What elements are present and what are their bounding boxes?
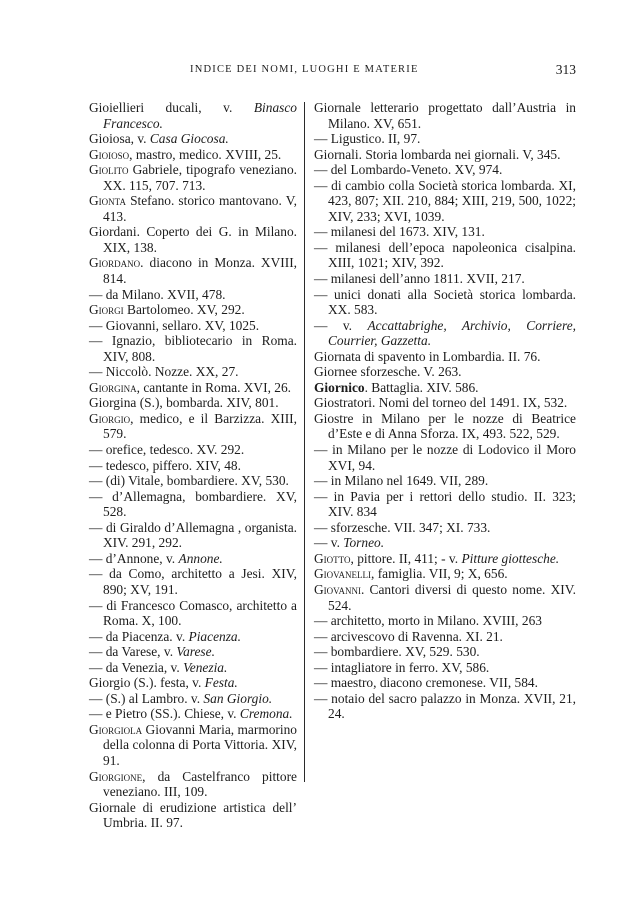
index-entry xyxy=(314,520,576,536)
index-entry xyxy=(314,100,576,131)
entry-text: — da Venezia, v. xyxy=(89,659,184,675)
index-entry xyxy=(89,800,297,831)
index-entry xyxy=(89,520,297,551)
entry-text: — v. xyxy=(314,535,344,551)
index-entry xyxy=(314,395,576,411)
index-entry xyxy=(314,566,576,582)
index-entry xyxy=(314,660,576,676)
entry-text: Giostratori. Nomi del torneo del 1491. IX, 532. xyxy=(314,395,568,411)
entry-text: — tedesco, piffero. XIV, 48. xyxy=(89,457,241,473)
entry-text: — in Milano nel 1649. VII, 289. xyxy=(314,473,489,489)
entry-sc: Giorgi xyxy=(89,302,124,318)
entry-text: — (S.) al Lambro. v. xyxy=(89,690,204,706)
entry-text: — in Pavia per i rettori dello studio. II. 323; XIV. 834 xyxy=(314,488,576,520)
index-entry xyxy=(89,411,297,442)
index-entry xyxy=(89,162,297,193)
entry-sc: Gioioso xyxy=(89,146,130,162)
index-entry xyxy=(314,473,576,489)
entry-italic: Venezia. xyxy=(183,659,228,675)
entry-text: — Ignazio, bibliotecario in Roma. XIV, 808. xyxy=(89,333,297,364)
entry-text: — di Giraldo d’Allemagna , organista. XIV. 291, 292. xyxy=(89,519,297,551)
index-entry xyxy=(89,566,297,597)
index-entry xyxy=(89,224,297,255)
entry-sc: Gionta xyxy=(89,193,126,209)
entry-text: — del Lombardo-Veneto. XV, 974. xyxy=(314,162,503,178)
index-entry xyxy=(314,349,576,365)
index-entry xyxy=(314,318,576,349)
entry-text: — architetto, morto in Milano. XVIII, 263 xyxy=(314,613,542,629)
entry-text: — arcivescovo di Ravenna. XI. 21. xyxy=(314,628,503,644)
entry-italic: Pitture giottesche. xyxy=(461,550,560,566)
entry-sc: Giorgio xyxy=(89,410,131,426)
entry-head: Gioiellieri ducali, v. xyxy=(89,100,254,115)
entry-sc: Giordano xyxy=(89,255,141,271)
entry-italic: Annone. xyxy=(178,550,223,566)
entry-text: Giornale di erudizione artistica dell’ Umbria. II. 97. xyxy=(89,799,297,831)
index-entry xyxy=(314,364,576,380)
entry-bold: Giornico xyxy=(314,379,365,395)
index-entry xyxy=(89,551,297,567)
entry-text: — milanesi del 1673. XIV, 131. xyxy=(314,224,485,240)
index-entry xyxy=(89,333,297,364)
entry-text: Giovanni Maria, marmorino della colonna di Porta Vittoria. XIV, 91. xyxy=(103,721,297,768)
index-entry xyxy=(89,691,297,707)
index-entry xyxy=(314,380,576,396)
index-entry xyxy=(89,458,297,474)
index-entry xyxy=(89,660,297,676)
entry-text: — d’Annone, v. xyxy=(89,550,179,566)
entry-text: — Niccolò. Nozze. XX, 27. xyxy=(89,364,239,380)
entry-italic: Varese. xyxy=(176,644,215,660)
entry-text: — in Milano per le nozze di Lodovico il Moro XVI, 94. xyxy=(314,442,576,473)
index-entry xyxy=(314,489,576,520)
entry-text: — maestro, diacono cremonese. VII, 584. xyxy=(314,675,538,691)
entry-text: — unici donati alla Società storica lombarda. XX. 583. xyxy=(314,286,576,318)
index-entry xyxy=(89,722,297,769)
entry-sc: Giotto xyxy=(314,550,351,566)
entry-text: , famiglia. VII, 9; X, 656. xyxy=(371,566,508,582)
index-entry xyxy=(89,302,297,318)
entry-text: — da Milano. XVII, 478. xyxy=(89,286,226,302)
entry-italic: Accattabrighe, Archivio, Corriere, Courrier, Gazzetta. xyxy=(328,317,577,349)
index-entry xyxy=(89,769,297,800)
index-entry xyxy=(314,240,576,271)
index-entry xyxy=(314,411,576,442)
index-entry xyxy=(314,613,576,629)
entry-italic: San Giorgio. xyxy=(203,690,273,706)
entry-italic: Binasco Francesco. xyxy=(103,100,297,131)
index-entry xyxy=(314,287,576,318)
entry-sc: Giorgiola xyxy=(89,721,143,737)
column-divider xyxy=(304,102,305,782)
header-title: INDICE DEI NOMI, LUOGHI E MATERIE xyxy=(190,64,419,75)
entry-sc: Giorgina xyxy=(89,379,137,395)
index-entry xyxy=(89,147,297,163)
entry-text: . Battaglia. XIV. 586. xyxy=(364,379,479,395)
entry-text: . Cantori diversi di questo nome. XIV. 524. xyxy=(328,581,576,613)
entry-text: , cantante in Roma. XVI, 26. xyxy=(136,379,291,395)
index-entry xyxy=(89,629,297,645)
index-entry xyxy=(89,489,297,520)
entry-text: Bartolomeo. XV, 292. xyxy=(123,302,245,318)
entry-text: — d’Allemagna, bombardiere. XV, 528. xyxy=(89,488,297,520)
index-entry xyxy=(89,706,297,722)
entry-text: Giostre in Milano per le nozze di Beatrice d’Este e di Anna Sforza. IX, 493. 522, 529. xyxy=(314,410,576,442)
index-entry xyxy=(314,691,576,722)
index-entry xyxy=(314,582,576,613)
entry-text: , mastro, medico. XVIII, 25. xyxy=(129,146,282,162)
entry-text: Giornata di spavento in Lombardia. II. 76. xyxy=(314,348,541,364)
index-entry xyxy=(89,131,297,147)
entry-text: — e Pietro (SS.). Chiese, v. xyxy=(89,706,240,722)
entry-italic: Festa. xyxy=(204,675,238,691)
entry-text: — v. xyxy=(314,317,368,333)
index-entry xyxy=(89,675,297,691)
index-entry xyxy=(89,644,297,660)
index-entry xyxy=(89,193,297,224)
index-entry xyxy=(89,395,297,411)
entry-text: — bombardiere. XV, 529. 530. xyxy=(314,644,480,660)
entry-text: — intagliatore in ferro. XV, 586. xyxy=(314,659,490,675)
entry-text: — Ligustico. II, 97. xyxy=(314,131,421,147)
index-entry xyxy=(89,287,297,303)
entry-text: — milanesi dell’epoca napoleonica cisalpina. XIII, 1021; XIV, 392. xyxy=(314,239,576,271)
index-entry xyxy=(314,644,576,660)
entry-italic: Piacenza. xyxy=(188,628,241,644)
index-entry xyxy=(314,551,576,567)
index-entry xyxy=(89,364,297,380)
entry-text: — (di) Vitale, bombardiere. XV, 530. xyxy=(89,473,289,489)
entry-italic: Casa Giocosa. xyxy=(149,131,229,147)
entry-text: , medico, e il Barzizza. XIII, 579. xyxy=(103,410,297,442)
index-entry xyxy=(89,598,297,629)
index-entry xyxy=(314,131,576,147)
entry-text: — sforzesche. VII. 347; XI. 733. xyxy=(314,519,491,535)
index-entry xyxy=(89,255,297,286)
index-entry xyxy=(314,224,576,240)
entry-text: — da Varese, v. xyxy=(89,644,177,660)
entry-text: Giornee sforzesche. V. 263. xyxy=(314,364,462,380)
left-column xyxy=(89,100,297,831)
entry-text: Giorgina (S.), bombarda. XIV, 801. xyxy=(89,395,279,411)
entry-text: — da Como, architetto a Jesi. XIV, 890; XV, 191. xyxy=(89,566,297,597)
index-entry xyxy=(89,318,297,334)
entry-text: Giornale letterario progettato dall’Austria in Milano. XV, 651. xyxy=(314,100,576,131)
index-entry xyxy=(89,442,297,458)
index-entry xyxy=(314,675,576,691)
index-entry xyxy=(89,380,297,396)
entry-text: — milanesi dell’anno 1811. XVII, 217. xyxy=(314,271,525,287)
index-entry xyxy=(89,100,297,131)
entry-text: Giordani. Coperto dei G. in Milano. XIX, 138. xyxy=(89,224,297,255)
index-entry xyxy=(314,178,576,225)
entry-italic: Cremona. xyxy=(239,706,293,722)
index-entry xyxy=(314,271,576,287)
index-entry xyxy=(314,442,576,473)
index-entry xyxy=(314,162,576,178)
index-entry xyxy=(314,629,576,645)
entry-text: , da Castelfranco pittore veneziano. III, 109. xyxy=(103,768,297,800)
entry-text: Stefano. storico mantovano. V, 413. xyxy=(103,193,297,224)
entry-sc: Giolito xyxy=(89,162,129,178)
entry-text: Gabriele, tipografo veneziano. XX. 115, 707. 713. xyxy=(103,162,297,193)
entry-italic: Torneo. xyxy=(343,535,385,551)
entry-text: Giornali. Storia lombarda nei giornali. V, 345. xyxy=(314,146,561,162)
entry-text: , pittore. II, 411; - v. xyxy=(350,550,462,566)
entry-sc: Giovanelli xyxy=(314,566,371,582)
entry-text: — di cambio colla Società storica lombarda. XI, 423, 807; XII. 210, 884; XIII, 219, 500, 1022; XIV, 233; XVI, 1039. xyxy=(314,177,576,224)
entry-text: — orefice, tedesco. XV. 292. xyxy=(89,442,245,458)
entry-text: — di Francesco Comasco, architetto a Roma. X, 100. xyxy=(89,597,297,629)
entry-text: Giorgio (S.). festa, v. xyxy=(89,675,205,691)
entry-sc: Giovanni xyxy=(314,581,362,597)
index-entry xyxy=(314,535,576,551)
entry-text: — da Piacenza. v. xyxy=(89,628,189,644)
index-entry xyxy=(89,473,297,489)
entry-text: . diacono in Monza. XVIII, 814. xyxy=(103,255,297,287)
entry-text: — notaio del sacro palazzo in Monza. XVII, 21, 24. xyxy=(314,690,576,722)
index-entry xyxy=(314,147,576,163)
entry-sc: Giorgione xyxy=(89,768,143,784)
running-header xyxy=(90,64,576,82)
entry-text: — Giovanni, sellaro. XV, 1025. xyxy=(89,317,260,333)
right-column xyxy=(314,100,576,722)
page-number: 313 xyxy=(555,62,576,77)
entry-head: Gioiosa, v. xyxy=(89,131,150,147)
